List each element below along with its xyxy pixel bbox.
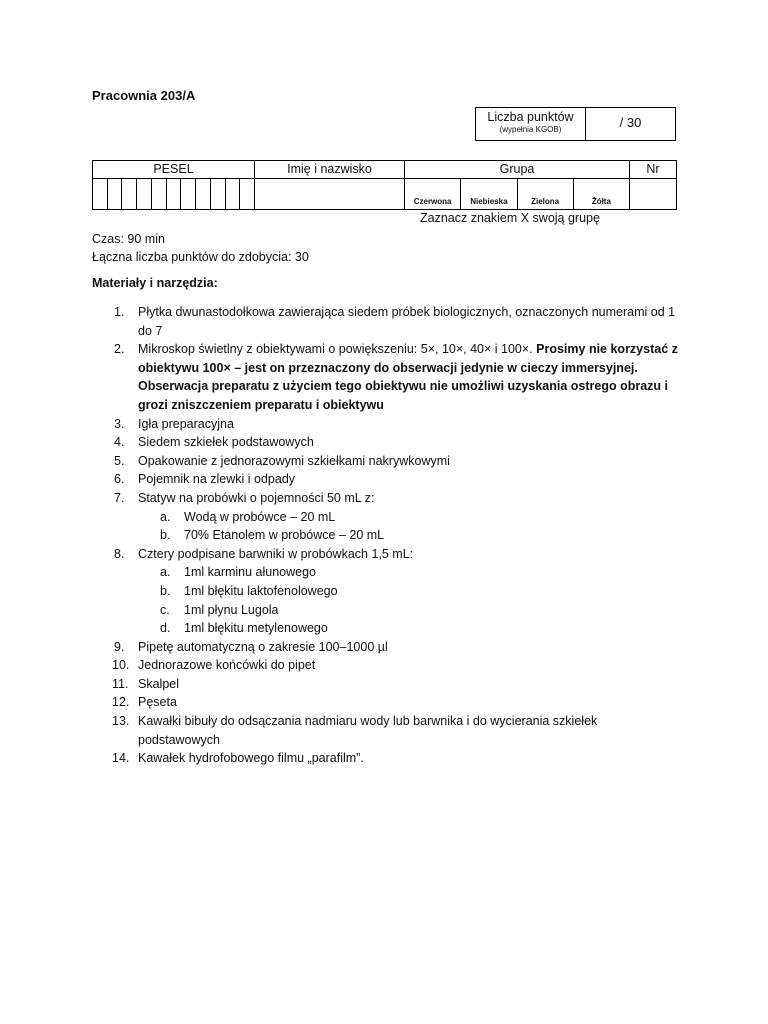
item-text: Pipetę automatyczną o zakresie 100–1000 µl [138, 639, 388, 654]
points-value-cell[interactable] [586, 108, 676, 141]
list-item [92, 340, 682, 414]
pesel-digit-cell[interactable] [211, 179, 226, 209]
pesel-field[interactable] [93, 179, 255, 210]
name-header: Imię i nazwisko [255, 161, 405, 179]
item-number: 3. [114, 416, 125, 431]
sublist-item [138, 601, 682, 620]
item-number: 12. [112, 695, 130, 710]
item-number: 11. [112, 676, 129, 691]
sublist-item [138, 508, 682, 527]
item-text: Igła preparacyjna [138, 416, 234, 431]
item-text: Cztery podpisane barwniki w probówkach 1,5 mL: [138, 546, 414, 561]
item-letter: d. [160, 621, 171, 636]
microscope-warning: Prosimy nie korzystać z obiektywu 100× – jest on przeznaczony do obserwacji jedynie w cieczy immersyjnej. Obserwacja preparatu z użyciem tego obiektywu nie umożliwi uzyskania ostrego obrazu i grozi zniszczeniem preparatu i obiektywu [138, 342, 678, 412]
item-number: 7. [114, 490, 125, 505]
points-label: Liczba punktów [487, 110, 574, 124]
item-number: 1. [114, 305, 125, 319]
item-text: 1ml błękitu laktofenolowego [184, 583, 338, 598]
sublist [138, 563, 682, 637]
item-number: 14. [112, 751, 130, 766]
list-item [92, 638, 682, 657]
pesel-digit-cell[interactable] [152, 179, 167, 209]
sublist-item [138, 582, 682, 601]
group-header: Grupa [405, 161, 630, 179]
total-points: Łączna liczba punktów do zdobycia: 30 [92, 250, 309, 264]
group-option-zielona[interactable]: Zielona [518, 179, 574, 209]
item-number: 8. [114, 546, 125, 561]
item-number: 4. [114, 435, 125, 450]
pesel-header: PESEL [93, 161, 255, 179]
sublist [138, 508, 682, 545]
sublist-item [138, 619, 682, 638]
item-text: Pęseta [138, 695, 177, 710]
list-item [92, 749, 682, 768]
materials-list [92, 303, 682, 768]
points-box [475, 107, 676, 141]
pesel-digit-cell[interactable] [240, 179, 254, 209]
nr-field[interactable] [630, 179, 677, 210]
item-text: Siedem szkiełek podstawowych [138, 435, 314, 450]
pesel-digit-cell[interactable] [167, 179, 182, 209]
item-number: 2. [114, 342, 125, 357]
pesel-digit-cell[interactable] [93, 179, 108, 209]
points-label-cell [476, 108, 586, 141]
list-item [92, 415, 682, 434]
list-item [92, 656, 682, 675]
pesel-digit-cell[interactable] [196, 179, 211, 209]
list-item [92, 433, 682, 452]
item-text: 1ml płynu Lugola [184, 602, 279, 617]
list-item [92, 452, 682, 471]
item-letter: b. [160, 528, 171, 543]
sublist-item [138, 526, 682, 545]
item-text: Opakowanie z jednorazowymi szkiełkami nakrywkowymi [138, 453, 450, 468]
sublist-item [138, 563, 682, 582]
name-field[interactable] [255, 179, 405, 210]
list-item [92, 489, 682, 545]
list-item [92, 470, 682, 489]
list-item [92, 675, 682, 694]
item-letter: a. [160, 565, 171, 580]
item-text: Kawałki bibuły do odsączania nadmiaru wody lub barwnika i do wycierania szkiełek podstawowych [138, 714, 598, 747]
list-item [92, 712, 682, 749]
group-field [405, 179, 630, 210]
points-note: (wypełnia KGOB) [499, 125, 562, 134]
time-info [92, 230, 309, 266]
item-text: Pojemnik na zlewki i odpady [138, 472, 296, 487]
mark-group-note: Zaznacz znakiem X swoją grupę [420, 211, 600, 225]
item-text: 1ml karminu ałunowego [184, 565, 317, 580]
group-option-niebieska[interactable]: Niebieska [461, 179, 517, 209]
item-text: Jednorazowe końcówki do pipet [138, 658, 316, 673]
item-text: Skalpel [138, 676, 179, 691]
item-text: 1ml błękitu metylenowego [184, 621, 328, 636]
item-text: 70% Etanolem w probówce – 20 mL [184, 528, 385, 543]
pesel-digit-cell[interactable] [181, 179, 196, 209]
points-value: / 30 [619, 115, 642, 130]
time-limit: Czas: 90 min [92, 232, 165, 246]
item-text: Wodą w probówce – 20 mL [184, 509, 336, 524]
item-text: Płytka dwunastodołkowa zawierająca siedem próbek biologicznych, oznaczonych numerami od 1 do 7 [138, 305, 676, 338]
group-option-czerwona[interactable]: Czerwona [405, 179, 461, 209]
item-text: Statyw na probówki o pojemności 50 mL z: [138, 490, 375, 505]
item-number: 9. [114, 639, 125, 654]
list-item [92, 693, 682, 712]
nr-header: Nr [630, 161, 677, 179]
list-item [92, 545, 682, 638]
group-option-zolta[interactable]: Żółta [591, 197, 611, 206]
item-letter: a. [160, 509, 171, 524]
pesel-digit-cell[interactable] [108, 179, 123, 209]
item-number: 13. [112, 714, 130, 729]
lab-title: Pracownia 203/A [92, 88, 196, 103]
pesel-digit-cell[interactable] [137, 179, 152, 209]
item-text: Kawałek hydrofobowego filmu „parafilm”. [138, 751, 364, 766]
item-number: 6. [114, 472, 125, 487]
item-text: Mikroskop świetlny z obiektywami o powiększeniu: 5×, 10×, 40× i 100×. [138, 342, 533, 357]
item-letter: b. [160, 583, 171, 598]
item-letter: c. [160, 602, 170, 617]
item-number: 10. [112, 658, 130, 673]
student-id-table [92, 160, 677, 210]
pesel-digit-cell[interactable] [226, 179, 241, 209]
item-number: 5. [114, 453, 125, 468]
pesel-digit-cell[interactable] [122, 179, 137, 209]
list-item [92, 303, 682, 340]
materials-title: Materiały i narzędzia: [92, 276, 218, 290]
